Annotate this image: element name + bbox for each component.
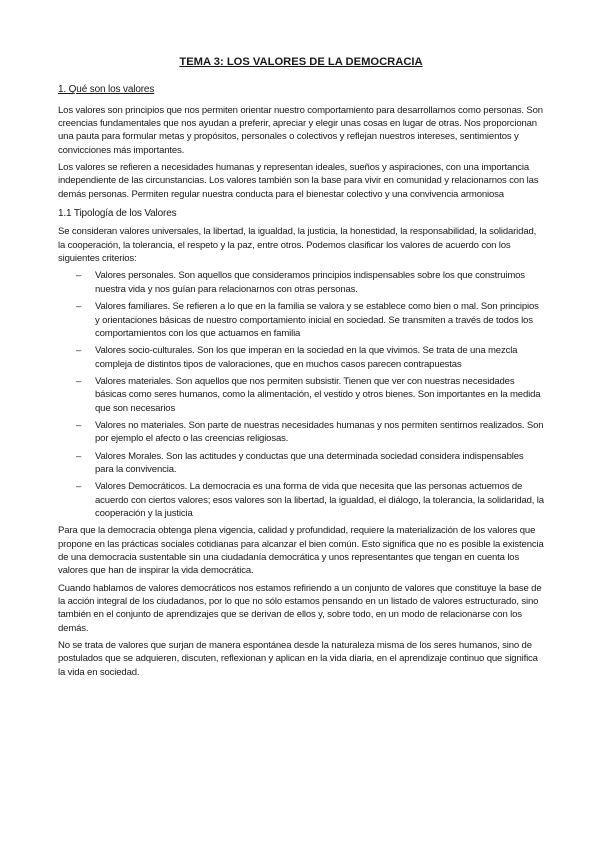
- list-item-text: Valores familiares. Se refieren a lo que en la familia se valora y se establece como bien o mal. Son principios y orientaciones básicas de nuestro comportamiento inicial en sociedad. Se transmiten a través de todos los comportamientos con los que actuamos en familia: [95, 301, 539, 339]
- list-item-text: Valores no materiales. Son parte de nuestras necesidades humanas y nos permiten sentirnos realizados. Son por ejemplo el afecto o las creencias religiosas.: [95, 419, 544, 445]
- paragraph-democracy-vigencia: Para que la democracia obtenga plena vigencia, calidad y profundidad, requiere la materialización de los valores que propone en las prácticas sociales cotidianas para alcanzar el bien común. Esto significa que no es posible la existencia de una democracia sustentable sin una ciudadanía democrática y unos representantes que tengan en cuenta los valores que han de inspirar la vida democrática.: [58, 525, 544, 577]
- paragraph-democratic-values: Cuando hablamos de valores democráticos nos estamos refiriendo a un conjunto de valores que constituye la base de la acción integral de los ciudadanos, por lo que no sólo estamos pensando en un listado de valores estructurado, sino también en el conjunto de aprendizajes que se derivan de ellos y, sobre todo, en un modo de relacionarse con los demás.: [58, 582, 542, 634]
- subsection-heading-tipologia: 1.1 Tipología de los Valores: [58, 208, 177, 220]
- paragraph-universal-values: Se consideran valores universales, la libertad, la igualdad, la justicia, la honestidad, la responsabilidad, la solidaridad, la cooperación, la tolerancia, el respeto y la paz, entre otros. Podemos clasificar los valores de acuerdo con los siguientes criterios:: [58, 226, 537, 265]
- list-item-no-materiales: [58, 419, 544, 446]
- section-heading-que-son-los-valores: 1. Qué son los valores: [58, 84, 155, 96]
- dash-marker: –: [76, 301, 82, 313]
- paragraph-needs: Los valores se refieren a necesidades humanas y representan ideales, sueños y aspiraciones, con una importancia independiente de las circunstancias. Los valores también son la base para vivir en comunidad y relacionarnos con las demás personas. Permiten regular nuestra conducta para el bienestar colectivo y una convivencia armoniosa: [58, 162, 539, 200]
- paragraph-definition: Los valores son principios que nos permiten orientar nuestro comportamiento para desarrollarnos como personas. Son creencias fundamentales que nos ayudan a preferir, apreciar y elegir unas cosas en lugar de otras. Nos proporcionan una pauta para formular metas y propósitos, personales o colectivos y reflejan nuestros intereses, sentimientos y convicciones más importantes.: [58, 104, 543, 156]
- list-item-text: Valores socio-culturales. Son los que imperan en la sociedad en la que vivimos. Se trata de una mezcla compleja de distintos tipos de valoraciones, que en muchos casos parecen contrapuestas: [95, 345, 518, 370]
- dash-marker: –: [76, 345, 82, 357]
- list-item-text: Valores Democráticos. La democracia es una forma de vida que necesita que las personas actuemos de acuerdo con ciertos valores; esos valores son la libertad, la igualdad, el diálogo, la tolerancia, la solidaridad, la cooperación y la justicia: [95, 481, 544, 519]
- dash-marker: –: [76, 481, 82, 493]
- list-item-text: Valores Morales. Son las actitudes y conductas que una determinada sociedad considera indispensables para la convivencia.: [95, 450, 524, 475]
- list-item-materiales: [58, 375, 544, 415]
- dash-marker: –: [76, 270, 82, 282]
- dash-marker: –: [76, 419, 82, 431]
- values-list: [58, 269, 544, 520]
- list-item-familiares: [58, 300, 544, 340]
- document-body: [58, 56, 544, 683]
- list-item-personales: [58, 269, 544, 296]
- paragraph-postulates: No se trata de valores que surjan de manera espontánea desde la naturaleza misma de los seres humanos, sino de postulados que se adquieren, discuten, reflexionan y aplican en la vida diaria, en el aprendizaje continuo que significa la vida en sociedad.: [58, 640, 538, 678]
- list-item-democraticos: [58, 480, 544, 520]
- list-item-text: Valores materiales. Son aquellos que nos permiten subsistir. Tienen que ver con nuestras necesidades básicas como seres humanos, como la alimentación, el vestido y otros bienes. Son importantes en la medida que son necesarios: [95, 375, 541, 414]
- page-title: TEMA 3: LOS VALORES DE LA DEMOCRACIA: [179, 56, 423, 68]
- dash-marker: –: [76, 450, 82, 462]
- list-item-socio-culturales: [58, 344, 544, 371]
- dash-marker: –: [76, 375, 82, 387]
- list-item-morales: [58, 450, 544, 477]
- list-item-text: Valores personales. Son aquellos que consideramos principios indispensables sobre los que construimos nuestra vida y nos guían para relacionarnos con otras personas.: [95, 270, 525, 295]
